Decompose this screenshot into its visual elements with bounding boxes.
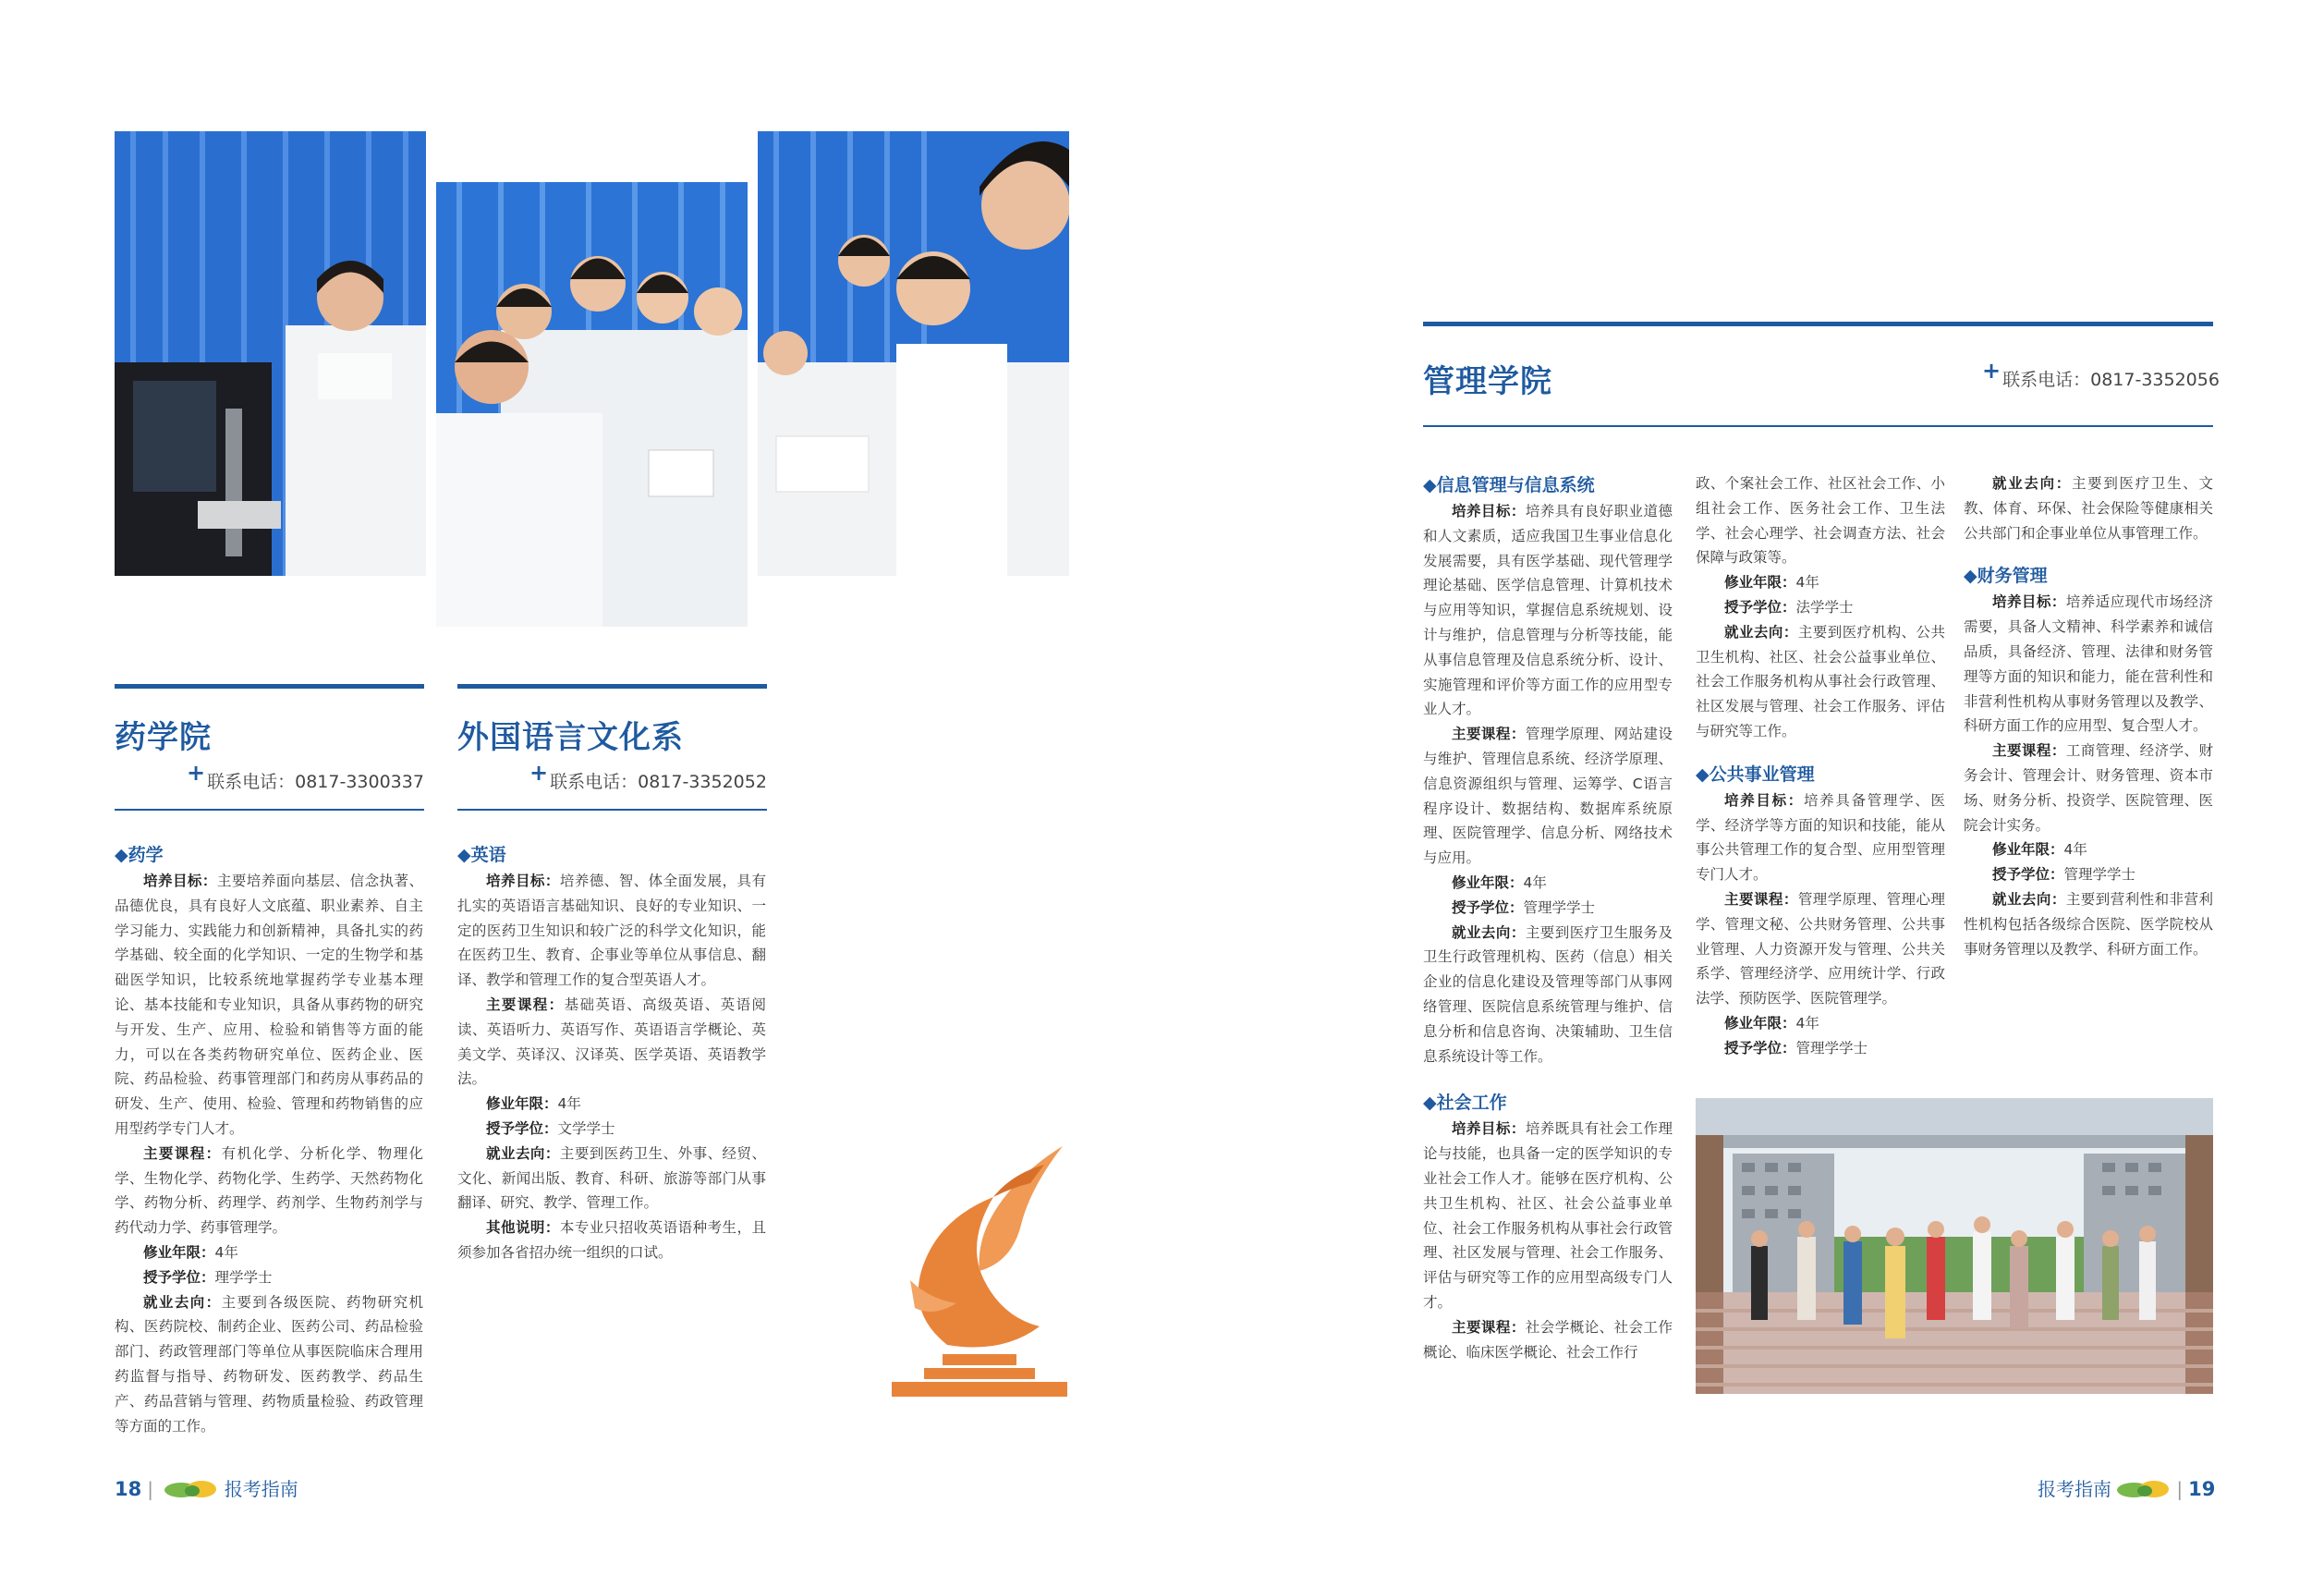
lab-photo-center — [436, 182, 748, 627]
paragraph-goal: 培养目标：培养具有良好职业道德和人文素质，适应我国卫生事业信息化发展需要，具有医学基础、现代管理学理论基础、医学信息管理、计算机技术与应用等知识，掌握信息系统规划、设计与维护，信息管理与分析等技能，能从事信息管理及信息系统分析、设计、实施管理和评价等方面工作的应用型专业人才。 — [1423, 503, 1673, 718]
paragraph-goal: 培养目标：培养适应现代市场经济需要，具备人文精神、科学素养和诚信品质，具备经济、管理、法律和财务管理等方面的知识和能力，能在营利性和非营利性机构从事财务管理以及教学、科研方面工作的应用型、复合型人才。 — [1964, 593, 2213, 735]
management-column-2 — [1696, 471, 1945, 1061]
paragraph-goal: 培养目标：培养具备管理学、医学、经济学等方面的知识和技能，能从事公共管理工作的复合型、应用型管理专门人才。 — [1696, 791, 1945, 884]
phone-label: 联系电话：0817-3300337 — [207, 772, 424, 792]
dept-title-pharmacy: 药学院 — [115, 719, 212, 756]
dept-title-foreign-languages: 外国语言文化系 — [457, 719, 684, 756]
english-column — [457, 841, 766, 1265]
dept-top-rule — [457, 684, 767, 689]
plus-icon: + — [1982, 358, 2002, 384]
campus-students-photo — [1696, 1098, 2213, 1394]
paragraph-courses: 主要课程：社会学概论、社会工作概论、临床医学概论、社会工作行 — [1423, 1318, 1673, 1361]
pharmacy-column — [115, 841, 423, 1438]
paragraph-courses: 主要课程：有机化学、分析化学、物理化学、生物化学、药物化学、生药学、天然药物化学、药物分析、药理学、药剂学、生物药剂学与药代动力学、药事管理学。 — [115, 1144, 423, 1237]
guide-label: 报考指南 — [224, 1478, 298, 1500]
major-heading: ◆英语 — [457, 845, 506, 865]
major-heading: ◆药学 — [115, 845, 164, 865]
dept-title-management: 管理学院 — [1423, 363, 1552, 400]
paragraph-courses: 主要课程：管理学原理、网站建设与维护、管理信息系统、经济学原理、信息资源组织与管理、运筹学、C语言程序设计、数据结构、数据库系统原理、医院管理学、信息分析、网络技术与应用。 — [1423, 726, 1673, 867]
dept-phone-foreign-languages — [529, 760, 767, 793]
paragraph-degree: 授予学位：文学学士 — [486, 1119, 615, 1137]
dept-bottom-rule — [457, 809, 767, 811]
dept-bottom-rule — [115, 809, 424, 811]
paragraph-employment: 就业去向：主要到医药卫生、外事、经贸、文化、新闻出版、教育、科研、旅游等部门从事翻译、研究、教学、管理工作。 — [457, 1144, 766, 1212]
paragraph-years: 修业年限：4年 — [1724, 1014, 1819, 1032]
phone-label: 联系电话：0817-3352056 — [2002, 370, 2220, 390]
paragraph-years: 修业年限：4年 — [1992, 841, 2087, 859]
paragraph-courses: 主要课程：管理学原理、管理心理学、管理文秘、公共财务管理、公共事业管理、人力资源开发与管理、公共关系学、管理经济学、应用统计学、行政法学、预防医学、医院管理学。 — [1696, 890, 1945, 1008]
page-number: 19 — [2188, 1478, 2216, 1500]
footer-right: 报考指南 | 19 — [2038, 1474, 2215, 1503]
paragraph-courses: 主要课程：基础英语、高级英语、英语阅读、英语听力、英语写作、英语语言学概论、英美文学、英译汉、汉译英、医学英语、英语教学法。 — [457, 996, 766, 1088]
paragraph-degree: 授予学位：理学学士 — [143, 1268, 273, 1286]
paragraph-courses: 主要课程：工商管理、经济学、财务会计、管理会计、财务管理、资本市场、财务分析、投资学、医院管理、医院会计实务。 — [1964, 742, 2213, 834]
paragraph-years: 修业年限：4年 — [1724, 574, 1819, 592]
paragraph-employment: 就业去向：主要到营利性和非营利性机构包括各级综合医院、医学院校从事财务管理以及教学、科研方面工作。 — [1964, 890, 2213, 958]
dept-phone-management — [1982, 358, 2220, 391]
dept-top-rule — [115, 684, 424, 689]
lab-photo-left — [115, 131, 426, 576]
leaf-logo-icon — [164, 1478, 218, 1503]
dept-phone-pharmacy — [187, 760, 424, 793]
phone-label: 联系电话：0817-3352052 — [550, 772, 767, 792]
guide-label: 报考指南 — [2038, 1478, 2111, 1500]
major-heading: ◆社会工作 — [1423, 1093, 1507, 1114]
paragraph-years: 修业年限：4年 — [486, 1095, 581, 1113]
dept-top-rule — [1423, 322, 2213, 326]
paragraph-employment: 就业去向：主要到医疗卫生服务及卫生行政管理机构、医药（信息）相关企业的信息化建设及管理等部门从事网络管理、医院信息系统管理与维护、信息分析和信息咨询、决策辅助、卫生信息系统设计等工作。 — [1423, 923, 1673, 1065]
paragraph-degree: 授予学位：管理学学士 — [1992, 866, 2136, 884]
major-heading: ◆财务管理 — [1964, 566, 2048, 587]
paragraph-goal: 培养目标：培养既具有社会工作理论与技能，也具备一定的医学知识的专业社会工作人才。能够在医疗机构、公共卫生机构、社区、社会公益事业单位、社会工作服务机构从事社会行政管理、社区发展与管理、社会工作服务、评估与研究等工作的应用型高级专门人才。 — [1423, 1120, 1673, 1311]
dept-bottom-rule — [1423, 425, 2213, 427]
paragraph-employment: 就业去向：主要到各级医院、药物研究机构、医药院校、制药企业、医药公司、药品检验部门、药政管理部门等单位从事医院临床合理用药监督与指导、药物研发、医药教学、药品生产、药品营销与管理、药物质量检验、药政管理等方面的工作。 — [115, 1293, 423, 1435]
paragraph-continuation: 政、个案社会工作、社区社会工作、小组社会工作、医务社会工作、卫生法学、社会心理学、社会调查方法、社会保障与政策等。 — [1696, 475, 1945, 567]
major-heading: ◆信息管理与信息系统 — [1423, 475, 1595, 495]
plus-icon: + — [529, 760, 549, 786]
paragraph-employment: 就业去向：主要到医疗卫生、文教、体育、环保、社会保险等健康相关公共部门和企事业单位从事管理工作。 — [1964, 475, 2213, 542]
footer-left: 18 | 报考指南 — [115, 1474, 298, 1503]
paragraph-degree: 授予学位：法学学士 — [1724, 598, 1854, 616]
paragraph-note: 其他说明：本专业只招收英语语种考生，且须参加各省招办统一组织的口试。 — [457, 1219, 766, 1261]
management-column-1 — [1423, 471, 1673, 1364]
page-number: 18 — [115, 1478, 142, 1500]
paragraph-goal: 培养目标：培养德、智、体全面发展，具有扎实的英语语言基础知识、良好的专业知识、一定的医药卫生知识和较广泛的科学文化知识，能在医药卫生、教育、企事业等单位从事信息、翻译、教学和管理工作的复合型英语人才。 — [457, 873, 766, 989]
management-column-3 — [1964, 471, 2213, 961]
leaf-logo-icon — [2117, 1478, 2171, 1503]
paragraph-degree: 授予学位：管理学学士 — [1452, 898, 1596, 916]
major-heading: ◆公共事业管理 — [1696, 763, 1815, 785]
paragraph-goal: 培养目标：主要培养面向基层、信念执著、品德优良，具有良好人文底蕴、职业素养、自主学习能力、实践能力和创新精神，具备扎实的药学基础、较全面的化学知识、一定的生物学和基础医学知识，比较系统地掌握药学专业基本理论、基本技能和专业知识，具备从事药物的研究与开发、生产、应用、检验和销售等方面的能力，可以在各类药物研究单位、医药企业、医院、药品检验、药事管理部门和药房从事药品的研发、生产、使用、检验、管理和药物销售的应用型药学专门人才。 — [115, 873, 423, 1137]
paragraph-degree: 授予学位：管理学学士 — [1724, 1039, 1868, 1057]
plus-icon: + — [187, 760, 206, 786]
paragraph-employment: 就业去向：主要到医疗机构、公共卫生机构、社区、社会公益事业单位、社会工作服务机构从事社会行政管理、社区发展与管理、社会工作服务、评估与研究等工作。 — [1696, 623, 1945, 739]
paragraph-years: 修业年限：4年 — [1452, 873, 1547, 891]
lab-photo-right — [758, 131, 1069, 576]
paragraph-years: 修业年限：4年 — [143, 1243, 238, 1261]
sculpture-logo-icon — [892, 1142, 1072, 1400]
